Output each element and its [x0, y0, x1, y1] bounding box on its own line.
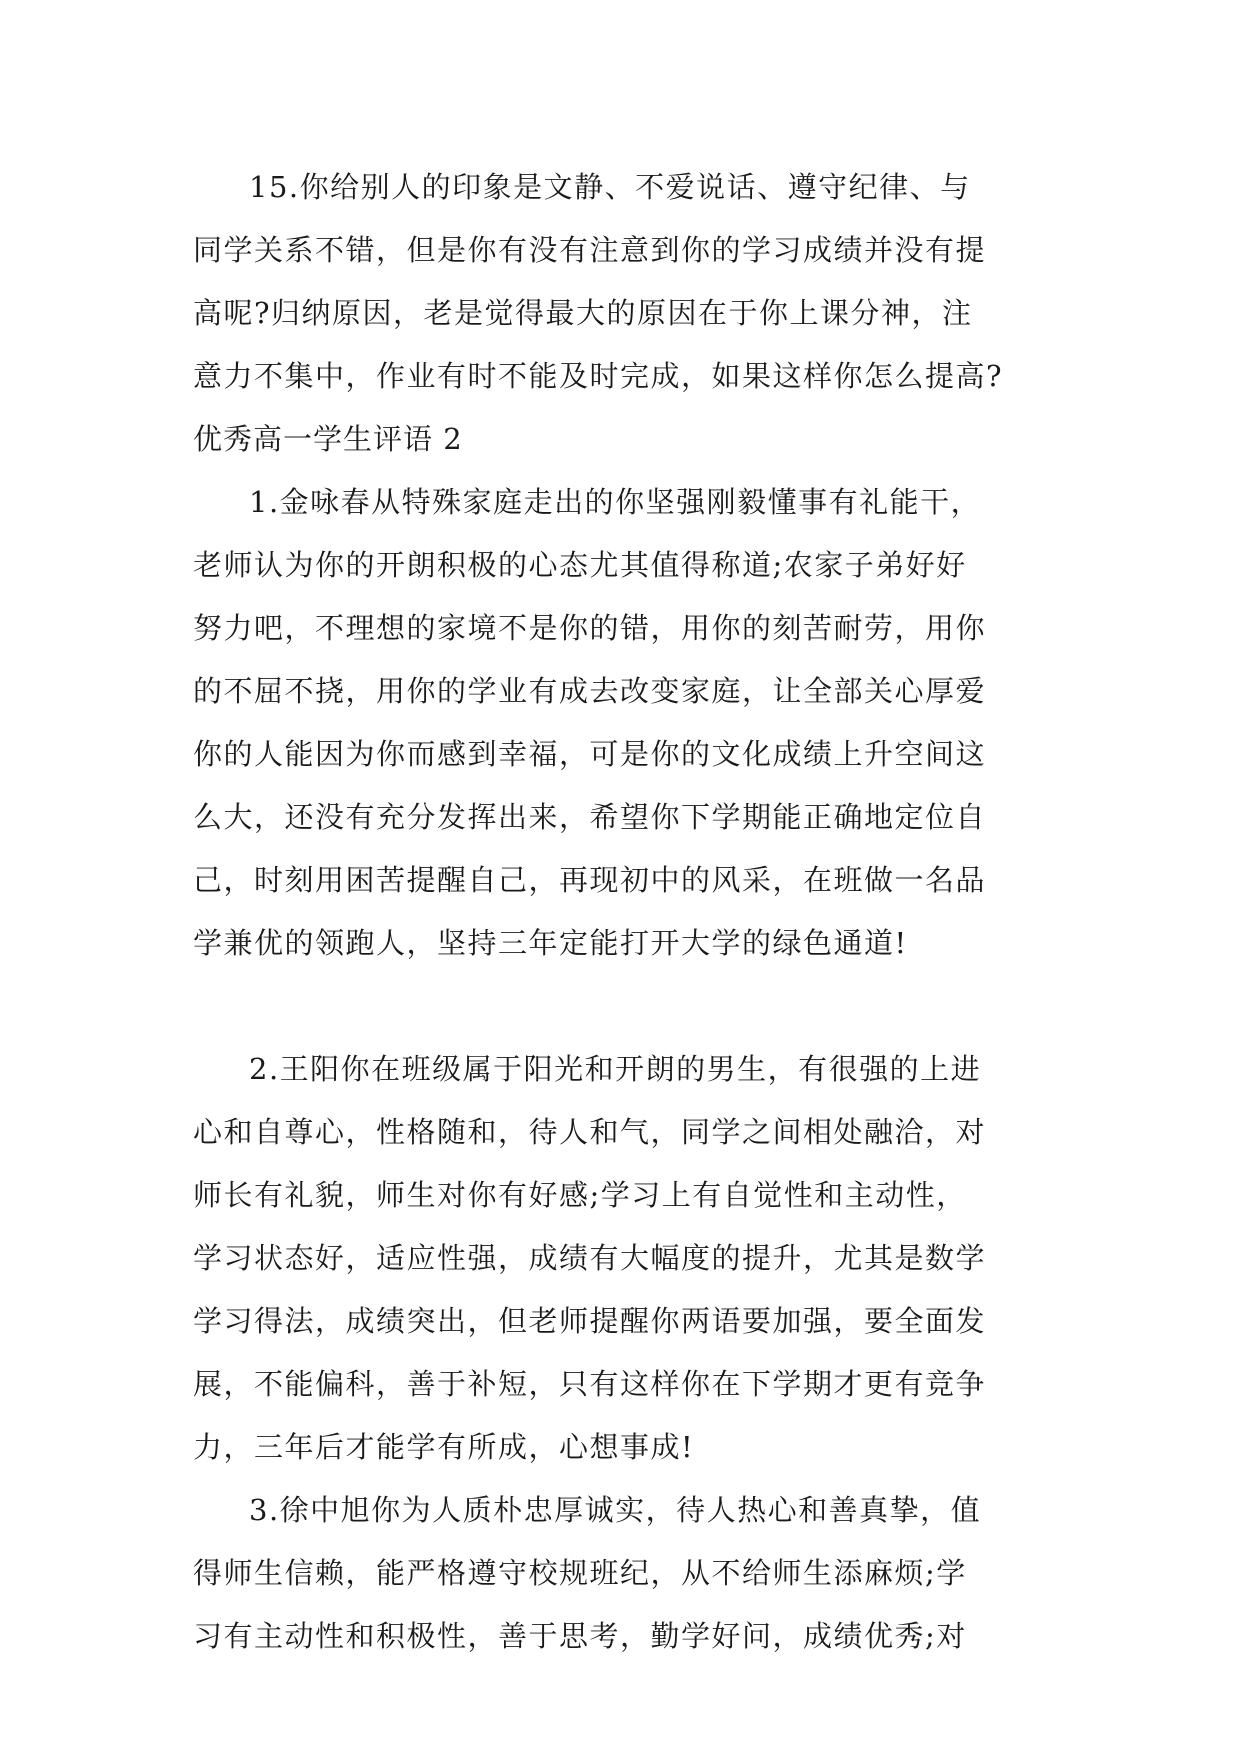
text-line: 心和自尊心，性格随和，待人和气，同学之间相处融洽，对: [193, 1115, 987, 1149]
paragraph-item-2: [193, 1038, 1049, 1479]
text-line: 己，时刻用困苦提醒自己，再现初中的风采，在班做一名品: [193, 863, 987, 897]
text-line: 3.徐中旭你为人质朴忠厚诚实，待人热心和善真挚，值: [249, 1493, 982, 1527]
text-line: 的不屈不挠，用你的学业有成去改变家庭，让全部关心厚爱: [193, 674, 987, 708]
paragraph-gap: [193, 975, 1049, 1038]
text-line: 力，三年后才能学有所成，心想事成!: [193, 1430, 695, 1464]
paragraph-item-15: [193, 156, 1049, 408]
text-line: 习有主动性和积极性，善于思考，勤学好问，成绩优秀;对: [193, 1619, 967, 1653]
text-line: 努力吧，不理想的家境不是你的错，用你的刻苦耐劳，用你: [193, 611, 987, 645]
paragraph-item-3: [193, 1479, 1049, 1668]
text-line: 15.你给别人的印象是文静、不爱说话、遵守纪律、与: [249, 170, 971, 204]
section-heading: 优秀高一学生评语 2: [193, 422, 463, 456]
text-line: 展，不能偏科，善于补短，只有这样你在下学期才更有竞争: [193, 1367, 987, 1401]
text-line: 学兼优的领跑人，坚持三年定能打开大学的绿色通道!: [193, 926, 908, 960]
document-body: [193, 156, 1049, 1668]
text-line: 学习状态好，适应性强，成绩有大幅度的提升，尤其是数学: [193, 1241, 987, 1275]
text-line: 得师生信赖，能严格遵守校规班纪，从不给师生添麻烦;学: [193, 1556, 967, 1590]
text-line: 同学关系不错，但是你有没有注意到你的学习成绩并没有提: [193, 233, 987, 267]
text-line: 师长有礼貌，师生对你有好感;学习上有自觉性和主动性，: [193, 1178, 967, 1212]
text-line: 意力不集中，作业有时不能及时完成，如果这样你怎么提高?: [193, 359, 1004, 393]
text-line: 高呢?归纳原因，老是觉得最大的原因在于你上课分神，注: [193, 296, 973, 330]
paragraph-item-1: [193, 471, 1049, 975]
text-line: 学习得法，成绩突出，但老师提醒你两语要加强，要全面发: [193, 1304, 987, 1338]
text-line: 1.金咏春从特殊家庭走出的你坚强刚毅懂事有礼能干，: [249, 485, 982, 519]
text-line: 么大，还没有充分发挥出来，希望你下学期能正确地定位自: [193, 800, 987, 834]
text-line: 你的人能因为你而感到幸福，可是你的文化成绩上升空间这: [193, 737, 987, 771]
text-line: 2.王阳你在班级属于阳光和开朗的男生，有很强的上进: [249, 1052, 982, 1086]
text-line: 老师认为你的开朗积极的心态尤其值得称道;农家子弟好好: [193, 548, 967, 582]
